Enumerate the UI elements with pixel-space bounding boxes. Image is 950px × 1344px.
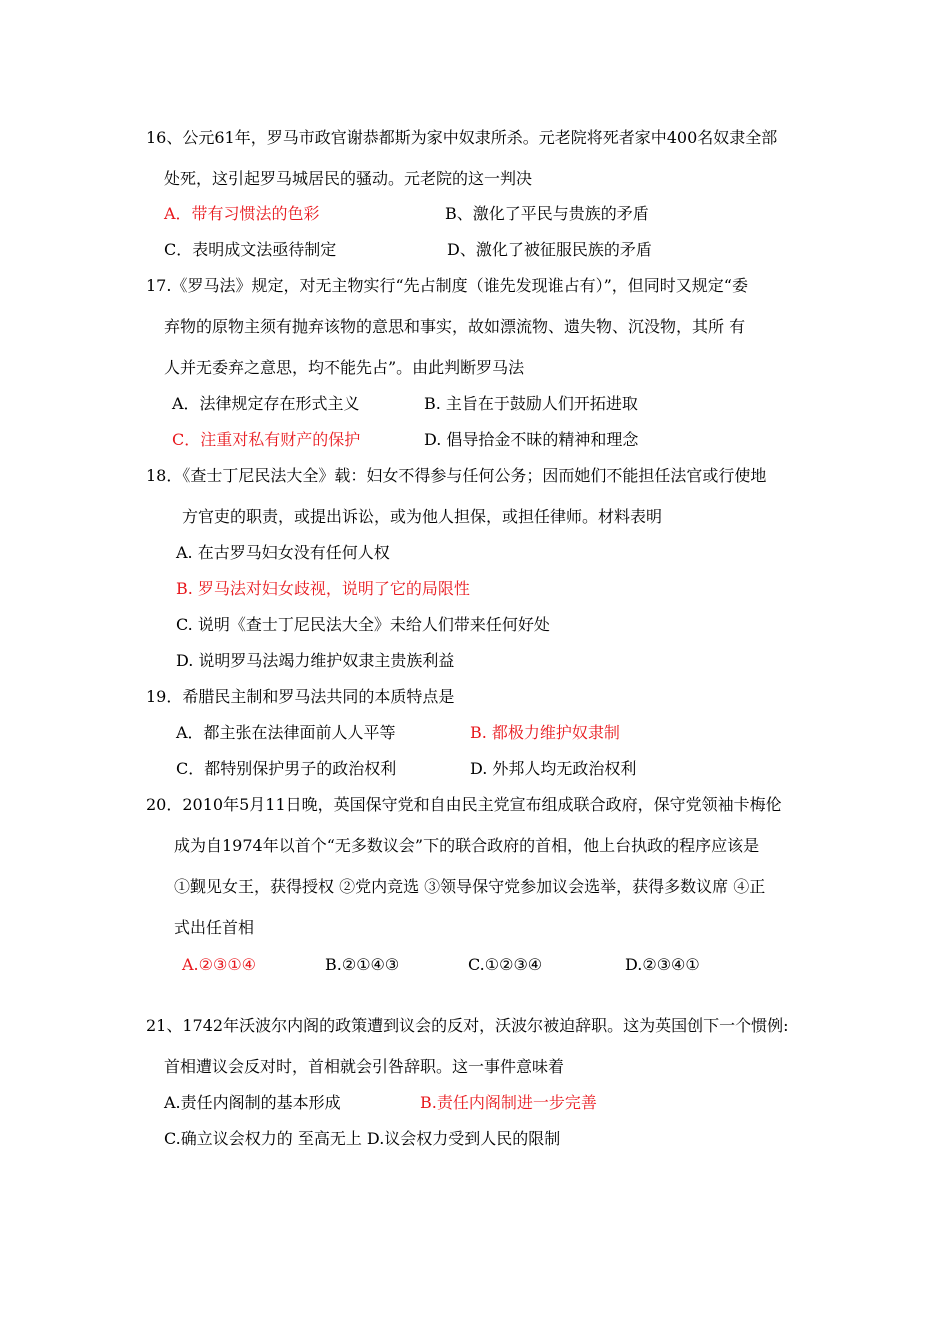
q16-option-b: B、激化了平民与贵族的矛盾 — [445, 204, 649, 223]
q17-option-c-answer: C．注重对私有财产的保护 — [172, 430, 361, 449]
q18-stem-line2: 方官吏的职责，或提出诉讼，或为他人担保，或担任律师。材料表明 — [182, 507, 663, 526]
q20-stem-line3: ①觐见女王，获得授权 ②党内竞选 ③领导保守党参加议会选举，获得多数议席 ④正 — [174, 877, 766, 896]
q18-option-c: C. 说明《查士丁尼民法大全》未给人们带来任何好处 — [176, 615, 550, 634]
q21-option-c-d: C.确立议会权力的 至高无上 D.议会权力受到人民的限制 — [164, 1129, 561, 1148]
q17-stem-line3: 人并无委弃之意思，均不能先占”。由此判断罗马法 — [164, 358, 525, 377]
q20-stem-line1: 20．2010年5月11日晚，英国保守党和自由民主党宣布组成联合政府，保守党领袖卡梅伦 — [146, 795, 782, 814]
q20-option-a-answer: A.②③①④ — [182, 955, 257, 974]
q19-option-b-answer: B. 都极力维护奴隶制 — [470, 723, 620, 742]
q21-option-a: A.责任内阁制的基本形成 — [164, 1093, 341, 1112]
q16-option-a-answer: A．带有习惯法的色彩 — [164, 204, 320, 223]
q17-option-a: A．法律规定存在形式主义 — [172, 394, 360, 413]
q21-stem-line1: 21、1742年沃波尔内阁的政策遭到议会的反对，沃波尔被迫辞职。这为英国创下一个惯例: — [146, 1016, 789, 1035]
q17-option-b: B. 主旨在于鼓励人们开拓进取 — [424, 394, 638, 413]
q19-option-c: C．都特别保护男子的政治权利 — [176, 759, 397, 778]
q21-stem-line2: 首相遭议会反对时，首相就会引咎辞职。这一事件意味着 — [164, 1057, 565, 1076]
q17-stem-line2: 弃物的原物主须有抛弃该物的意思和事实，故如漂流物、遗失物、沉没物，其所 有 — [164, 317, 746, 336]
q19-option-d: D. 外邦人均无政治权利 — [470, 759, 637, 778]
q16-option-c: C．表明成文法亟待制定 — [164, 240, 337, 259]
q20-option-b: B.②①④③ — [325, 955, 400, 974]
q19-option-a: A．都主张在法律面前人人平等 — [176, 723, 396, 742]
q20-option-c: C.①②③④ — [468, 955, 543, 974]
q17-stem-line1: 17.《罗马法》规定，对无主物实行“先占制度（谁先发现谁占有）”，但同时又规定“委 — [146, 276, 748, 295]
q17-option-d: D. 倡导拾金不昧的精神和理念 — [424, 430, 639, 449]
q16-option-d: D、激化了被征服民族的矛盾 — [447, 240, 652, 259]
q18-stem-line1: 18．《查士丁尼民法大全》载：妇女不得参与任何公务；因而她们不能担任法官或行使地 — [146, 466, 767, 485]
q16-stem-line1: 16、公元61年，罗马市政官谢恭都斯为家中奴隶所杀。元老院将死者家中400名奴隶全部 — [146, 128, 778, 147]
q20-stem-line4: 式出任首相 — [174, 918, 255, 937]
q20-option-d: D.②③④① — [625, 955, 700, 974]
q19-stem-line1: 19．希腊民主制和罗马法共同的本质特点是 — [146, 687, 455, 706]
q16-stem-line2: 处死，这引起罗马城居民的骚动。元老院的这一判决 — [164, 169, 533, 188]
q18-option-d: D. 说明罗马法竭力维护奴隶主贵族利益 — [176, 651, 455, 670]
q20-stem-line2: 成为自1974年以首个“无多数议会”下的联合政府的首相，他上台执政的程序应该是 — [174, 836, 760, 855]
q21-option-b-answer: B.责任内阁制进一步完善 — [420, 1093, 597, 1112]
q18-option-a: A. 在古罗马妇女没有任何人权 — [176, 543, 390, 562]
q18-option-b-answer: B. 罗马法对妇女歧视，说明了它的局限性 — [176, 579, 470, 598]
